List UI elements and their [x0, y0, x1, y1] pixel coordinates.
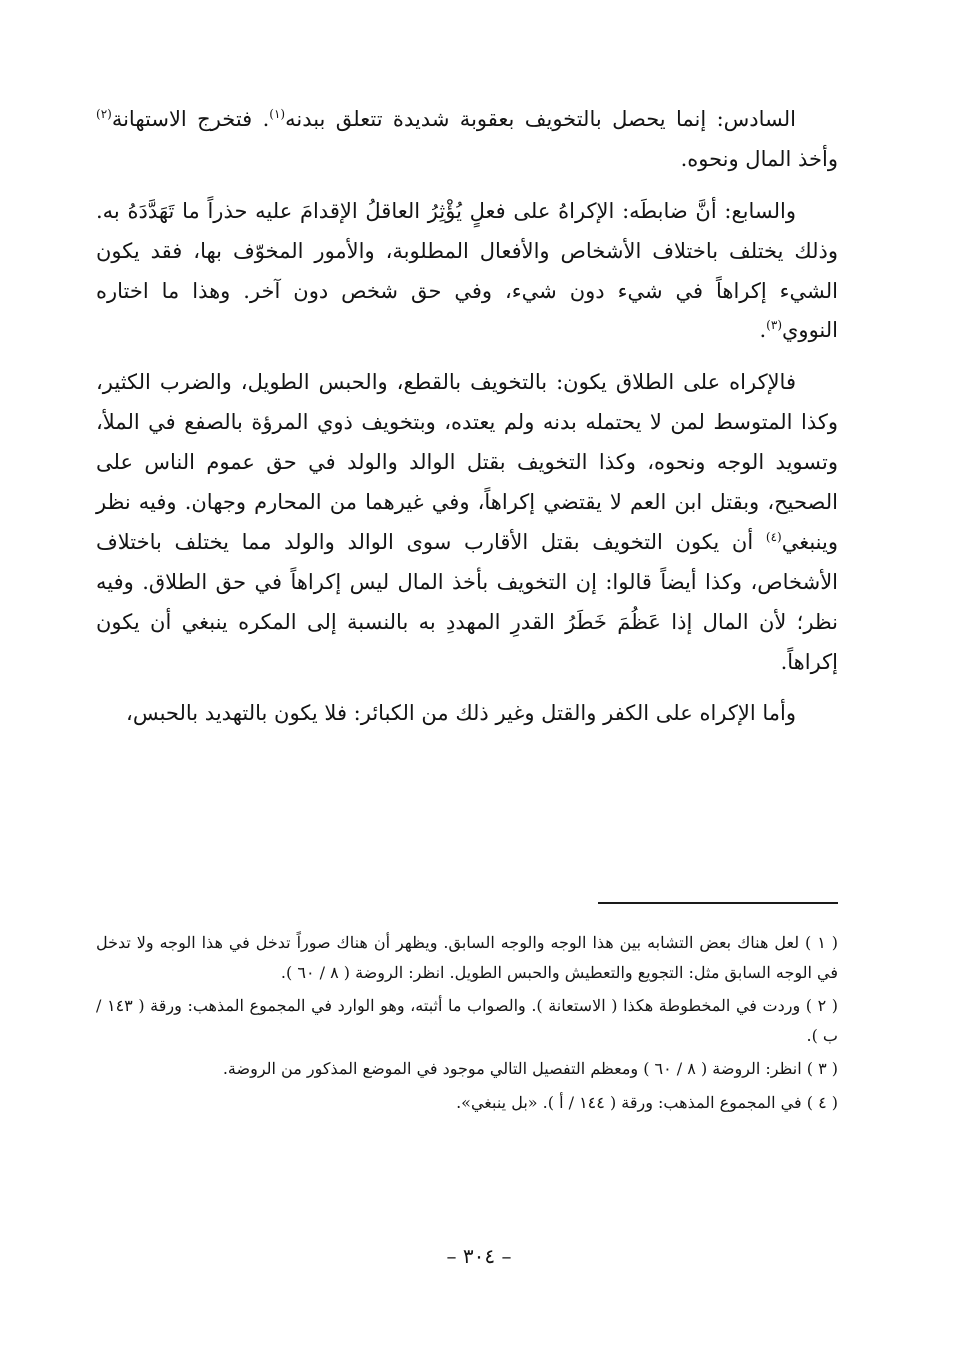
paragraph-text: فالإكراه على الطلاق يكون: بالتخويف بالقطع، والحبس الطويل، والضرب الكثير، وكذا المتوسط لمن لا يحتمله بدنه ولم يعتده، وبتخويف ذوي المرؤة بالصفع في الملأ، وتسويد الوجه ونحوه، وكذا التخويف بقتل الوالد والولد في حق عموم الناس على الصحيح، وبقتل ابن العم لا يقتضي إكراهاً، وفي غيرهما من المحارم وجهان. وفيه نظر وينبغي: [96, 370, 838, 554]
paragraph-text: وأما الإكراه على الكفر والقتل وغير ذلك من الكبائر: فلا يكون بالتهديد بالحبس،: [126, 701, 796, 726]
paragraph-text: السادس: إنما يحصل بالتخويف بعقوبة شديدة تتعلق ببدنه: [285, 107, 796, 131]
footnote-4: ( ٤ ) في المجموع المذهب: ورقة ( ١٤٤ / أ ). «بل ينبغي».: [456, 1092, 838, 1112]
paragraph-text: . فتخرج الاستهانة: [111, 107, 270, 131]
footnote-1: ( ١ ) لعل هناك بعض التشابه بين هذا الوجه والوجه السابق. ويظهر أن هناك صوراً تدخل في هذا الوجه ولا تدخل في الوجه السابق مثل: التجويع والتعطيش والحبس الطويل. انظر: الروضة ( ٨ / ٦٠ ).: [96, 933, 839, 982]
paragraph-seventh: [96, 192, 838, 352]
footnote-2: ( ٢ ) وردت في المخطوطة هكذا ( الاستعانة ). والصواب ما أثبته، وهو الوارد في المجموع المذهب: ورقة ( ١٤٣ / ب ).: [96, 996, 839, 1045]
paragraph-coercion-divorce: [96, 363, 838, 682]
footnote-ref-4[interactable]: (٤): [765, 529, 782, 544]
paragraph-text: أن يكون التخويف بقتل الأقارب سوى الوالد والولد مما يختلف باختلاف الأشخاص، وكذا أيضاً قالوا: إن التخويف بأخذ المال ليس إكراهاً في حق الطلاق. وفيه نظر؛ لأن المال إذا عَظُمَ خَطَرُ القدرِ المهددِ به بالنسبة إلى المكره ينبغي أن يكون إكراهاً.: [96, 529, 838, 674]
paragraph-sixth: [96, 100, 838, 180]
footnote-separator: [598, 902, 838, 904]
footnote-3: ( ٣ ) انظر: الروضة ( ٨ / ٦٠ ) ومعظم التفصيل التالي موجود في الموضع المذكور من الروضة.: [222, 1059, 838, 1079]
footnote-ref-2[interactable]: (٢): [96, 107, 112, 121]
footnote-ref-3[interactable]: (٣): [766, 318, 782, 333]
paragraph-text: وأخذ المال ونحوه.: [680, 146, 838, 171]
paragraph-text: .: [759, 318, 767, 343]
footnotes: [96, 928, 838, 1122]
paragraph-coercion-kufr: [96, 694, 838, 734]
main-text: [96, 100, 838, 734]
page-number: – ٣٠٤ –: [446, 1244, 512, 1268]
paragraph-text: والسابع: أنَّ ضابطَه: الإكراهُ على فعلٍ يُؤْثِرُ العاقلُ الإقدامَ عليه حذراً ما تَهَدَّدَهُ به. وذلك يختلف باختلاف الأشخاص والأفعال المطلوبة، والأمور المخوّف بها، فقد يكون الشيء إكراهاً في شيء دون شيء، وفي حق شخص دون آخر. وهذا ما اختاره النووي: [96, 198, 838, 343]
footnote-ref-1[interactable]: (١): [269, 107, 286, 121]
